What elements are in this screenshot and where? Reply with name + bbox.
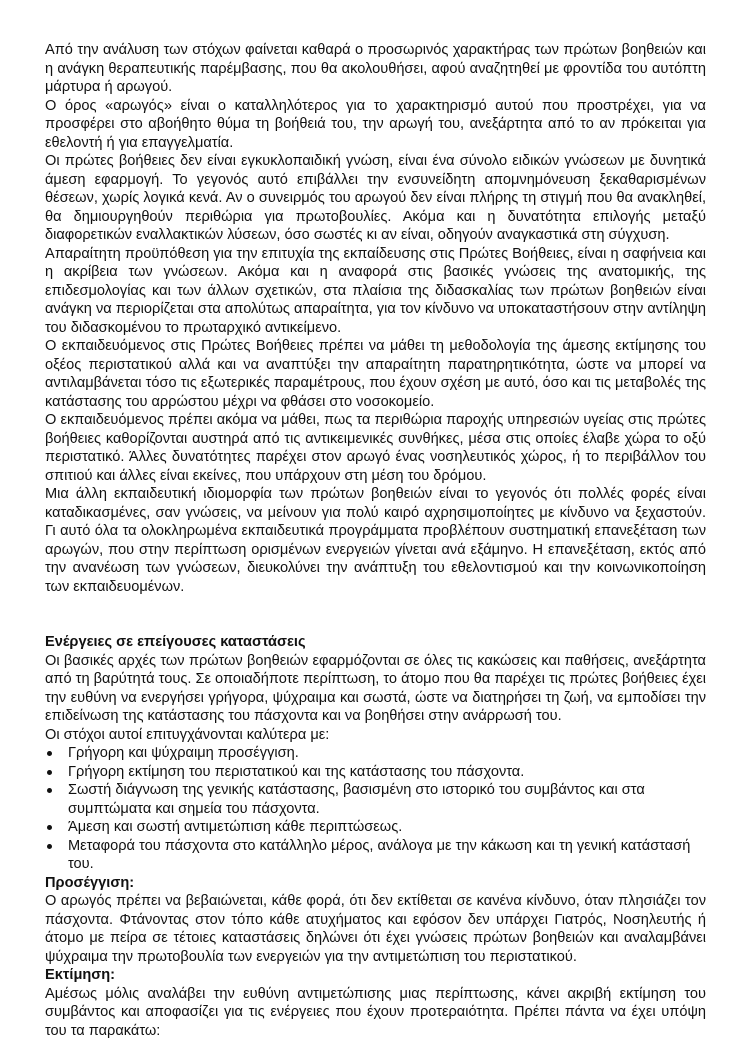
- list-item: [45, 837, 706, 874]
- paragraph-basic-principles: Οι βασικές αρχές των πρώτων βοηθειών εφαρμόζονται σε όλες τις κακώσεις και παθήσεις, ανεξάρτητα από τη βαρύτητά τους. Σε οποιαδήποτε περίπτωση, το άτομο που θα παρέχει τις πρώτες βοήθειες έχει την ευθύνη να ενεργήσει γρήγορα, ψύχραιμα και σωστά, ώστε να διατηρήσει τη ζωή, να εμποδίσει την επιδείνωση της κατάστασης του πάσχοντα και να βοηθήσει στην ανάρρωσή του.: [45, 652, 706, 724]
- list-item-text: Σωστή διάγνωση της γενικής κατάστασης, βασισμένη στο ιστορικό του συμβάντος και στα συμπτώματα και σημεία του πάσχοντα.: [68, 782, 645, 817]
- heading-assessment: Εκτίμηση:: [45, 967, 116, 983]
- list-item: [45, 781, 706, 818]
- goals-bullet-list: [45, 744, 706, 874]
- paragraph-provisional-nature: Από την ανάλυση των στόχων φαίνεται καθαρά ο προσωρινός χαρακτήρας των πρώτων βοηθειών και η ανάγκη θεραπευτικής παρέμβασης, που θα ακολουθήσει, αφού αναζητηθεί με φροντίδα του αυτόπτη μάρτυρα ή αρωγού.: [45, 42, 706, 95]
- heading-emergency-actions: Ενέργειες σε επείγουσες καταστάσεις: [45, 634, 306, 650]
- paragraph-reexamination: Μια άλλη εκπαιδευτική ιδιομορφία των πρώτων βοηθειών είναι το γεγονός ότι πολλές φορές είναι καταδικασμένες, σαν γνώσεις, να μείνουν για πολύ καιρό αχρησιμοποίητες με κίνδυνο να ξεχαστούν. Γι αυτό όλα τα ολοκληρωμένα εκπαιδευτικά προγράμματα προβλέπουν συστηματική επανεξέταση των αρωγών, που στην περίπτωση ορισμένων ενεργειών γίνεται ανά εξάμηνο. Η επανεξέταση, εκτός από την ανανέωση των γνώσεων, διευκολύνει την ανάπτυξη του εθελοντισμού και την κοινωνικοποίηση των εκπαιδευομένων.: [45, 486, 706, 595]
- paragraph-approach: Ο αρωγός πρέπει να βεβαιώνεται, κάθε φορά, ότι δεν εκτίθεται σε κανένα κίνδυνο, όταν πλησιάζει τον πάσχοντα. Φτάνοντας στον τόπο κάθε ατυχήματος και εφόσον δεν υπάρχει Γιατρός, Νοσηλευτής ή άτομο με πείρα σε τέτοιες καταστάσεις δηλώνει ότι έχει γνώσεις πρώτων βοηθειών και αναλαμβάνει ψύχραιμα την πρωτοβουλία των ενεργειών για την αντιμετώπιση του περιστατικού.: [45, 893, 706, 965]
- list-item-text: Γρήγορη εκτίμηση του περιστατικού και της κατάστασης του πάσχοντα.: [68, 763, 525, 780]
- paragraph-assessment: Αμέσως μόλις αναλάβει την ευθύνη αντιμετώπισης μιας περίπτωσης, κάνει ακριβή εκτίμηση του συμβάντος και αποφασίζει για τις ενέργειες που έχουν προτεραιότητα. Πρέπει πάντα να έχει υπόψη του τα παρακάτω:: [45, 985, 706, 1039]
- paragraph-term-arogos: Ο όρος «αρωγός» είναι ο καταλληλότερος για το χαρακτηρισμό αυτού που προστρέχει, για να προσφέρει στο αβοήθητο θύμα τη βοήθειά του, την αρωγή του, ανεξάρτητα από το αν πρόκειται για εθελοντή ή για επαγγελματία.: [45, 97, 706, 151]
- list-item: [45, 744, 706, 763]
- paragraph-trainee-conditions: Ο εκπαιδευόμενος πρέπει ακόμα να μάθει, πως τα περιθώρια παροχής υπηρεσιών υγείας στις πρώτες βοήθειες καθορίζονται αυστηρά από τις αντικειμενικές συνθήκες, μέσα στις οποίες έλαβε χώρα το οξύ περιστατικό. Άλλες δυνατότητες παρέχει στον αρωγό ένας νοσηλευτικός χώρος, ή το περιβάλλον του σπιτιού και άλλες είναι εκείνες, που υπάρχουν στη μέση του δρόμου.: [45, 412, 706, 484]
- list-item-text: Γρήγορη και ψύχραιμη προσέγγιση.: [68, 745, 299, 761]
- document-page: [45, 41, 706, 1040]
- list-item: [45, 763, 706, 782]
- list-item: [45, 818, 706, 837]
- paragraph-not-encyclopedic: Οι πρώτες βοήθειες δεν είναι εγκυκλοπαιδική γνώση, είναι ένα σύνολο ειδικών γνώσεων με δυνητικά άμεση εφαρμογή. Το γεγονός αυτό επιβάλλει την ενσυνείδητη απομνημόνευση ξεκαθαρισμένων θέσεων, χωρίς λογικά κενά. Αν ο συνειρμός του αρωγού δεν είναι πλήρης τη στιγμή που θα ανακληθεί, θα δημιουργηθούν περιθώρια για πρωτοβουλίες. Ακόμα και η δυνατότητα επιλογής μεταξύ διαφορετικών εναλλακτικών λύσεων, όσο σωστές κι αν είναι, οδηγούν αναγκαστικά στη σύγχυση.: [45, 153, 706, 243]
- list-item-text: Μεταφορά του πάσχοντα στο κατάλληλο μέρος, ανάλογα με την κάκωση και τη γενική κατάστασή του.: [68, 837, 691, 872]
- heading-approach: Προσέγγιση:: [45, 874, 135, 891]
- paragraph-trainee-methodology: Ο εκπαιδευόμενος στις Πρώτες Βοήθειες πρέπει να μάθει τη μεθοδολογία της άμεσης εκτίμησης του οξέος περιστατικού αλλά και να αναπτύξει την απαραίτητη παρατηρητικότητα, ώστε να μπορεί να αντιλαμβάνεται τόσο τις εξωτερικές παραμέτρους, που έχουν σχέση με αυτό, όσο και τις μεταβολές της κατάστασης του αρρώστου μέχρι να φθάσει στο νοσοκομείο.: [45, 338, 706, 410]
- list-item-text: Άμεση και σωστή αντιμετώπιση κάθε περιπτώσεως.: [68, 819, 403, 835]
- paragraph-clarity-precision: Απαραίτητη προϋπόθεση για την επιτυχία της εκπαίδευσης στις Πρώτες Βοήθειες, είναι η σαφήνεια και η ακρίβεια των γνώσεων. Ακόμα και η αναφορά στις βασικές γνώσεις της ανατομικής, της επιδεσμολογίας και των άλλων σχετικών, στα πλαίσια της διδασκαλίας των πρώτων βοηθειών είναι ανάγκη να περιορίζεται στα απολύτως απαραίτητα, για τον κίνδυνο να υποκαταστήσουν στην αντίληψη του διδασκομένου το πρωταρχικό αντικείμενο.: [45, 245, 706, 336]
- section-spacer: [45, 596, 706, 633]
- paragraph-goals-intro: Οι στόχοι αυτοί επιτυγχάνονται καλύτερα με:: [45, 726, 330, 743]
